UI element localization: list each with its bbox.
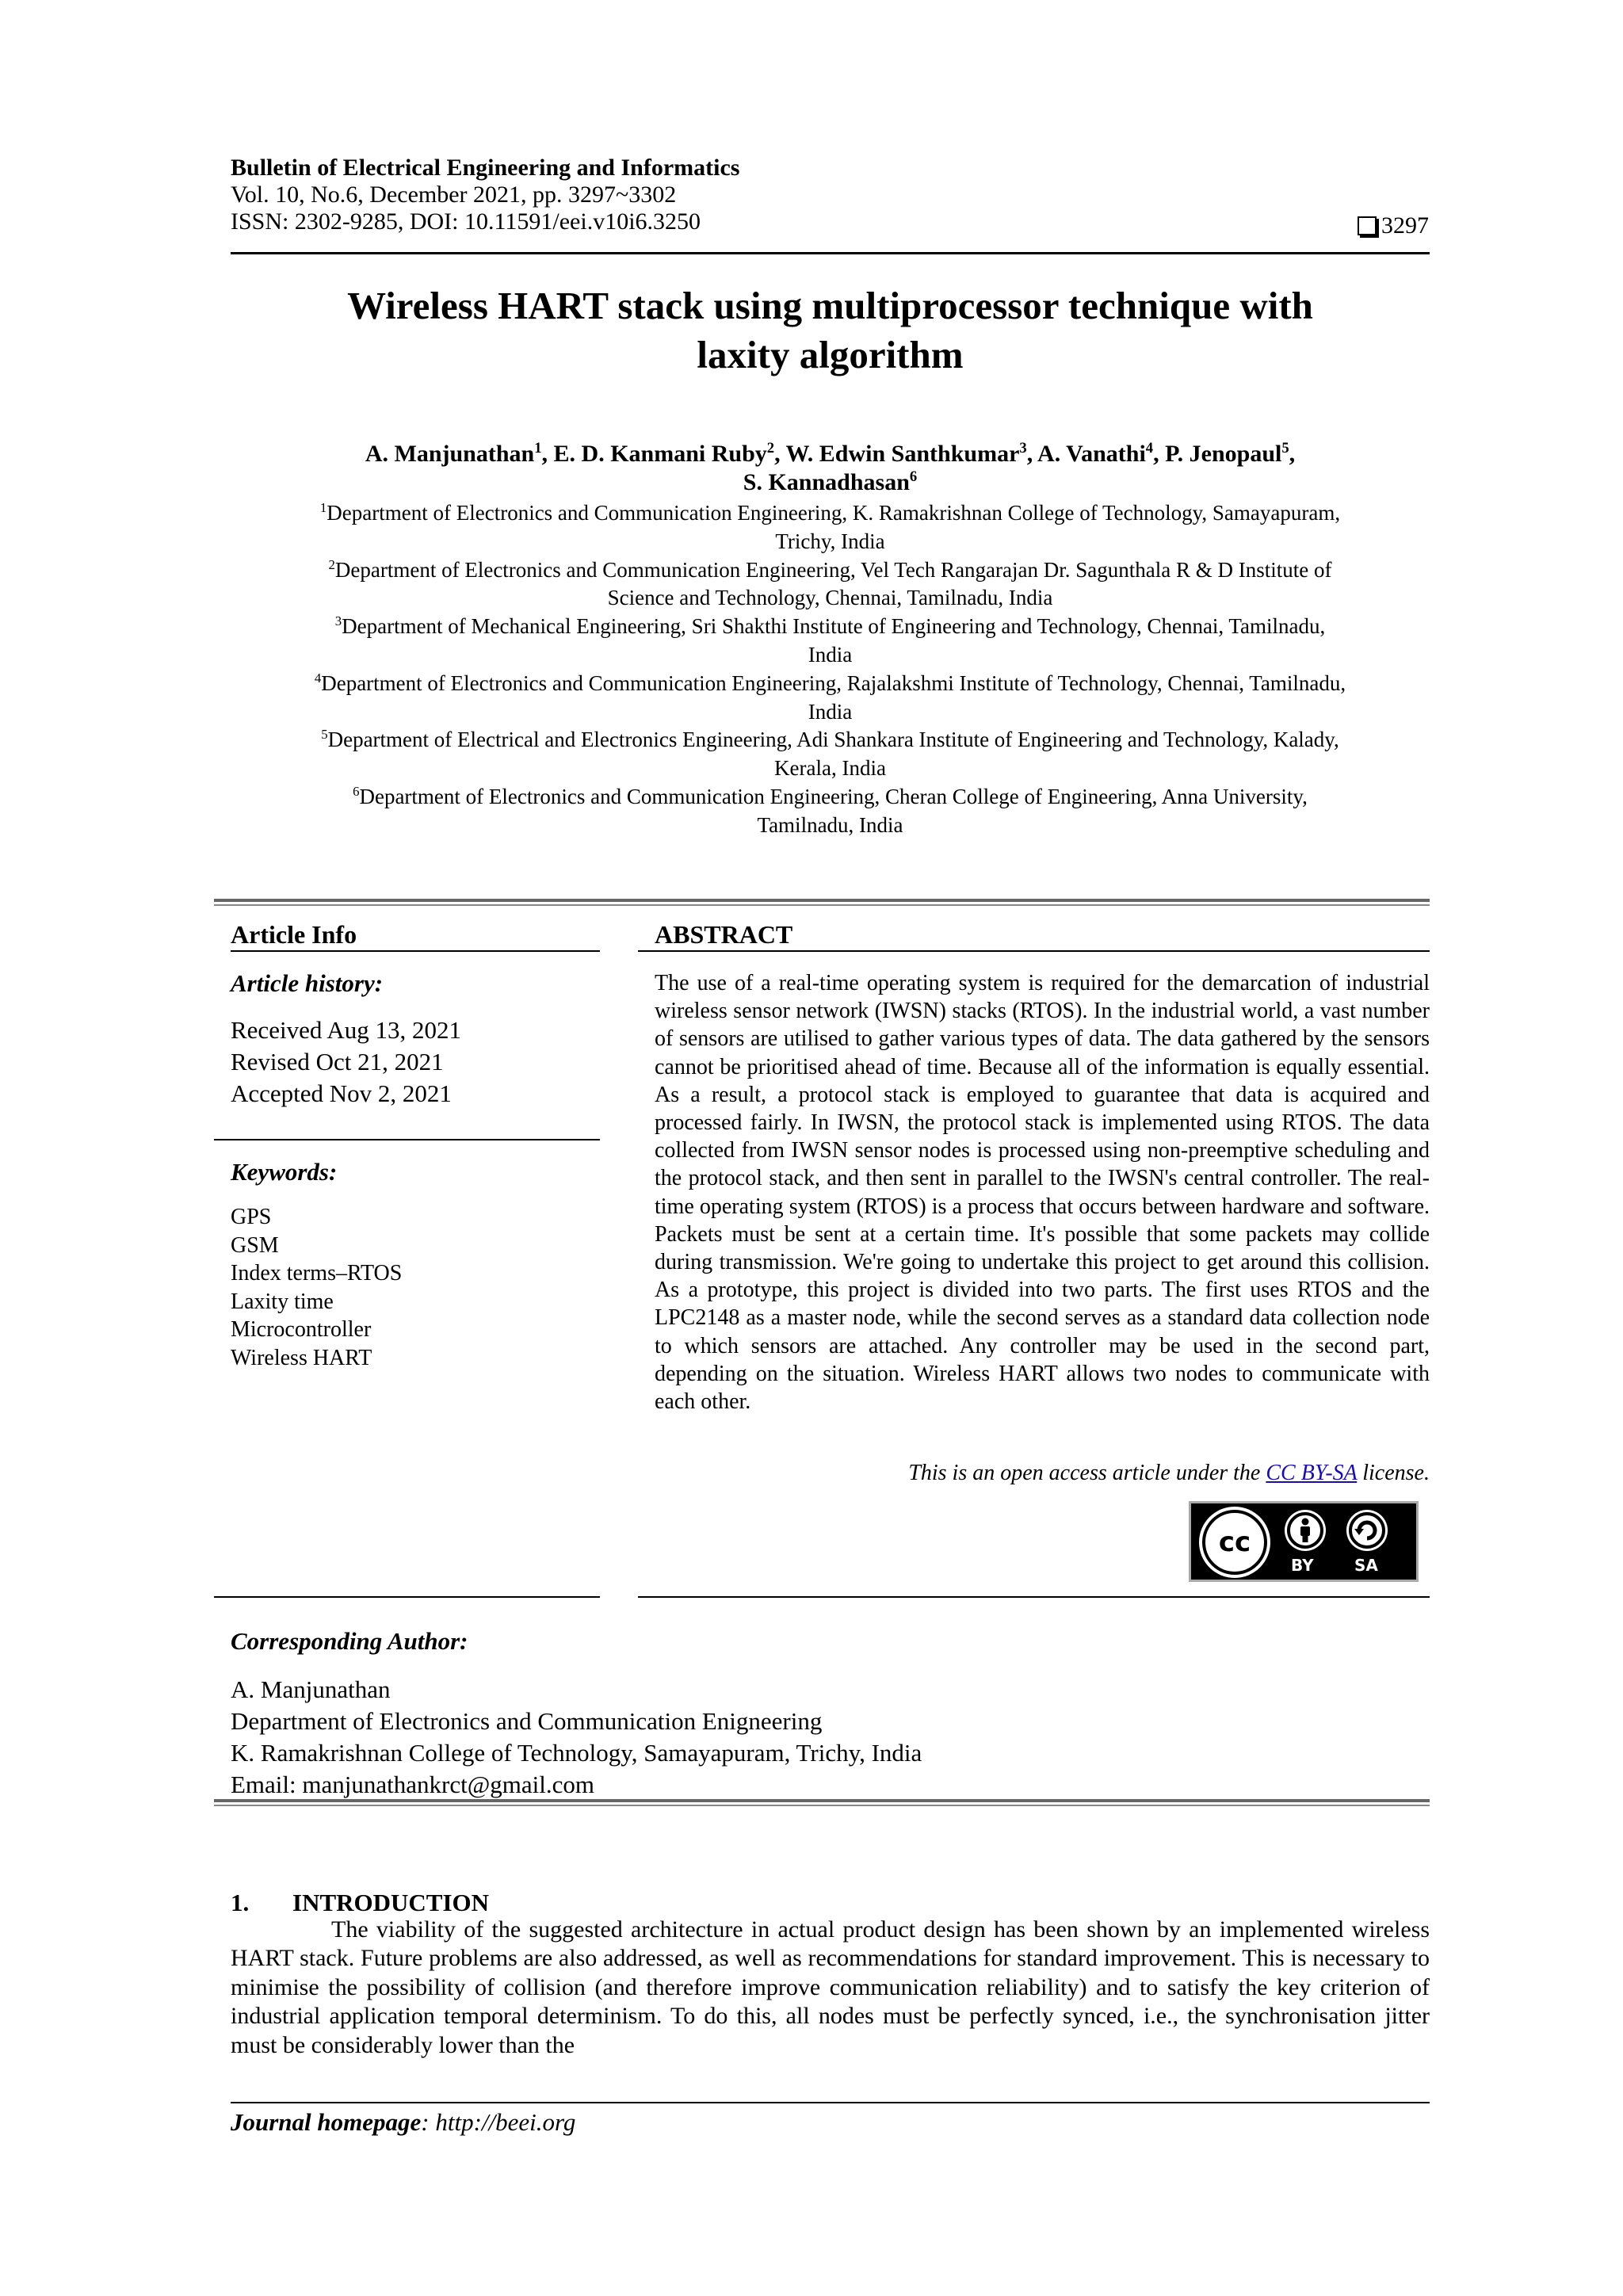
author-sep: , [541, 441, 554, 467]
footer-label: Journal homepage [231, 2108, 422, 2136]
footer-rule [231, 2102, 1430, 2103]
share-alike-icon [1346, 1510, 1388, 1551]
author-name: A. Manjunathan [365, 441, 535, 467]
journal-header [231, 155, 739, 235]
affiliation-3 [231, 613, 1430, 641]
abstract-text: The use of a real-time operating system is required for the demarcation of industrial wireless sensor network (IWSN) stacks (RTOS). In the industrial world, a vast number of sensors are utilised to gather various types of data. The data gathered by the sensors cannot be prioritised ahead of time. Because all of the information is equally essential. As a result, a protocol stack is employed to guarantee that data is acquired and processed fairly. In IWSN, the protocol stack is implemented using RTOS. The data collected from IWSN sensor nodes is processed using non-preemptive scheduling and the protocol stack, and then sent in parallel to the IWSN's central controller. The real-time operating system (RTOS) is a process that occurs between hardware and software. Packets must be sent at a certain time. It's possible that some packets may collide during transmission. We're going to undertake this project to get around this collision. As a prototype, this project is divided into two parts. The first uses RTOS and the LPC2148 as a master node, while the second serves as a standard data collection node to which sensors are attached. Any controller may be used in the second part, depending on the situation. Wireless HART allows two nodes to communicate with each other. [655, 971, 1430, 1415]
article-history [231, 1014, 600, 1110]
corresponding-email: Email: manjunathankrct@gmail.com [231, 1771, 594, 1798]
keyword-item: Laxity time [231, 1289, 334, 1314]
author-sup: 3 [1019, 440, 1027, 457]
attribution-icon [1285, 1510, 1326, 1551]
affiliation-sup: 3 [334, 613, 342, 629]
author-name: W. Edwin Santhkumar [785, 441, 1020, 467]
cc-logo-icon: cc [1202, 1510, 1267, 1575]
keyword-item: Index terms–RTOS [231, 1261, 403, 1286]
keywords-list [231, 1203, 600, 1372]
affiliations [231, 499, 1430, 840]
corresponding-department: Department of Electronics and Communication Enigneering [231, 1707, 823, 1735]
corresponding-college: K. Ramakrishnan College of Technology, Samayapuram, Trichy, India [231, 1739, 922, 1767]
accepted-date: Accepted Nov 2, 2021 [231, 1079, 452, 1107]
affiliation-sup: 2 [328, 556, 335, 572]
affiliation-line-2: Kerala, India [774, 756, 886, 781]
article-info-heading: Article Info [231, 920, 357, 949]
abstract-bottom-rule [638, 1596, 1430, 1598]
badge-sa-label: SA [1354, 1556, 1378, 1575]
article-history-heading: Article history: [231, 969, 384, 997]
abstract-heading: ABSTRACT [655, 920, 793, 949]
info-box-top-rule [214, 899, 1430, 906]
section-heading [231, 1888, 489, 1918]
affiliation-line-1: Department of Electrical and Electronics Engineering, Adi Shankara Institute of Engineering and Technology, Kalady, [327, 728, 1339, 752]
affiliation-5 [231, 726, 1430, 755]
keyword-item: GPS [231, 1205, 272, 1229]
badge-by-label: BY [1291, 1556, 1314, 1575]
author-sup: 4 [1145, 440, 1154, 457]
title-line-1: Wireless HART stack using multiprocessor technique with [347, 284, 1313, 327]
corresponding-heading: Corresponding Author: [231, 1627, 468, 1655]
author-name: E. D. Kanmani Ruby [553, 441, 767, 467]
journal-name: Bulletin of Electrical Engineering and Informatics [231, 155, 740, 181]
keywords-bottom-rule [214, 1596, 600, 1598]
introduction-text: The viability of the suggested architecture in actual product design has been shown by an implemented wireless HART stack. Future problems are also addressed, as well as recommendations for standard improvement. This is necessary to minimise the possibility of collision (and therefore improve communication reliability) and to satisfy the key criterion of industrial application temporal determinism. To do this, all nodes must be perfectly synced, i.e., the synchronisation jitter must be considerably lower than the [231, 1916, 1430, 2058]
affiliation-1 [231, 499, 1430, 528]
author-name: A. Vanathi [1037, 441, 1146, 467]
license-prefix: This is an open access article under the [908, 1461, 1266, 1485]
affiliation-4 [231, 670, 1430, 698]
revised-date: Revised Oct 21, 2021 [231, 1048, 444, 1075]
footer [231, 2107, 575, 2138]
keyword-item: Microcontroller [231, 1317, 372, 1342]
affiliation-sup: 5 [321, 727, 328, 743]
affiliation-line-2: India [808, 699, 853, 724]
history-rule [214, 1139, 600, 1140]
license-link[interactable]: CC BY-SA [1266, 1461, 1358, 1485]
author-sep: , [1153, 441, 1166, 467]
journal-volume: Vol. 10, No.6, December 2021, pp. 3297~3302 [231, 181, 677, 208]
license-note [908, 1460, 1430, 1487]
section-number: 1. [231, 1889, 250, 1916]
corresponding-name: A. Manjunathan [231, 1675, 391, 1703]
journal-issn: ISSN: 2302-9285, DOI: 10.11591/eei.v10i6.3250 [231, 208, 701, 235]
affiliation-line-2: Trichy, India [775, 529, 885, 553]
keyword-item: Wireless HART [231, 1345, 372, 1370]
affiliation-sup: 6 [353, 783, 360, 799]
author-sup: 1 [534, 440, 542, 457]
affiliation-line-2: Tamilnadu, India [757, 812, 903, 837]
author-sep: , [774, 441, 786, 467]
author-sup: 5 [1281, 440, 1289, 457]
authors-line-1 [231, 440, 1430, 468]
affiliation-6 [231, 783, 1430, 812]
affiliation-line-1: Department of Mechanical Engineering, Sri Shakthi Institute of Engineering and Technology, Chennai, Tamilnadu, [342, 614, 1326, 639]
received-date: Received Aug 13, 2021 [231, 1016, 462, 1044]
affiliation-line-1: Department of Electronics and Communication Engineering, K. Ramakrishnan College of Technology, Samayapuram, [327, 501, 1341, 525]
affiliation-line-1: Department of Electronics and Communication Engineering, Cheran College of Engineering, Anna University, [359, 784, 1308, 808]
page-number-value: 3297 [1381, 212, 1429, 239]
author-sep: , [1026, 441, 1038, 467]
author-name: P. Jenopaul [1165, 441, 1282, 467]
affiliation-line-1: Department of Electronics and Communication Engineering, Rajalakshmi Institute of Technology, Chennai, Tamilnadu, [321, 670, 1346, 695]
affiliation-2 [231, 556, 1430, 585]
affiliation-sup: 4 [314, 670, 322, 686]
box-bullet-icon [1358, 216, 1377, 235]
info-box-bottom-rule [214, 1799, 1430, 1806]
footer-url[interactable]: : http://beei.org [421, 2108, 576, 2136]
article-info-rule [231, 950, 600, 952]
paper-title [231, 281, 1430, 380]
title-line-2: laxity algorithm [697, 333, 964, 376]
affiliation-line-1: Department of Electronics and Communication Engineering, Vel Tech Rangarajan Dr. Sagunthala R & D Institute of [334, 557, 1332, 582]
abstract-rule [638, 950, 1430, 952]
header-rule [231, 252, 1430, 254]
affiliation-line-2: Science and Technology, Chennai, Tamilnadu, India [607, 586, 1053, 610]
authors-line-2 [231, 468, 1430, 497]
author-sep: , [1289, 441, 1296, 467]
author-name: S. Kannadhasan [743, 469, 910, 495]
corresponding-author [231, 1674, 922, 1801]
affiliation-sup: 1 [319, 500, 327, 515]
author-sup: 6 [909, 468, 918, 485]
affiliation-line-2: India [808, 642, 853, 667]
page-number [1358, 212, 1429, 239]
author-sup: 2 [766, 440, 775, 457]
keywords-heading: Keywords: [231, 1158, 338, 1186]
cc-by-sa-badge[interactable] [1189, 1501, 1419, 1582]
authors [231, 440, 1430, 497]
license-suffix: license. [1357, 1461, 1430, 1485]
keyword-item: GSM [231, 1232, 279, 1258]
section-title: INTRODUCTION [292, 1889, 490, 1916]
